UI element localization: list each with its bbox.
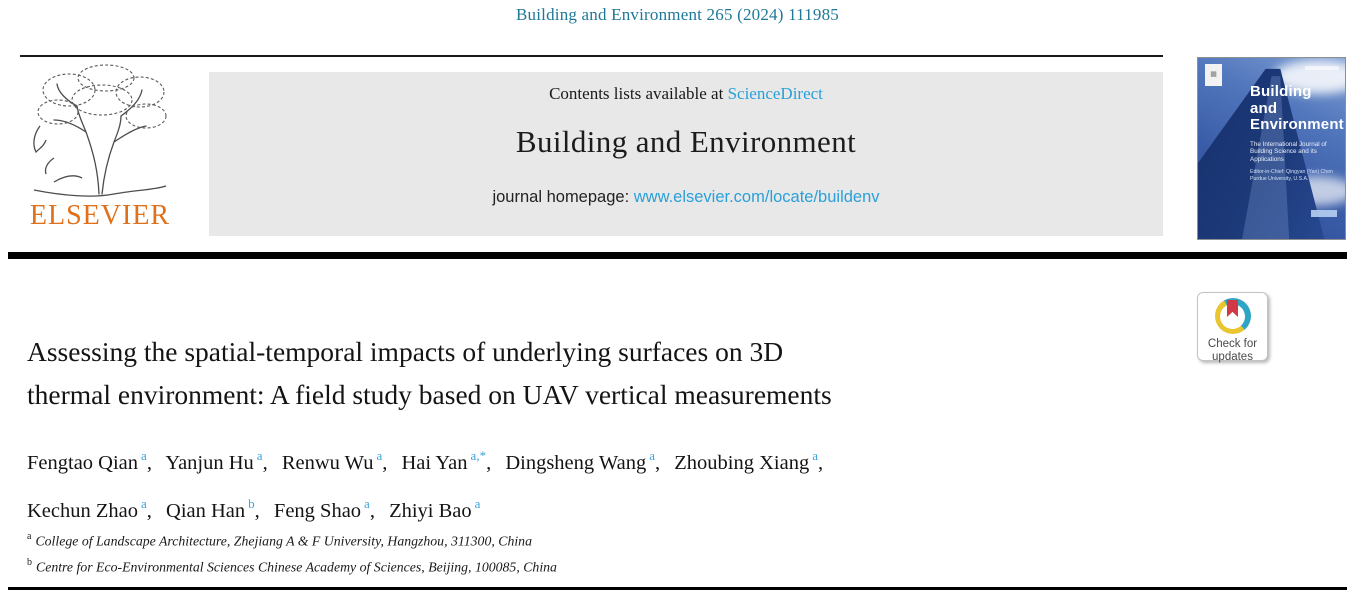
cover-text-block — [1250, 84, 1342, 182]
author-affiliation-mark: a — [649, 448, 655, 463]
author-affiliation-mark: a — [141, 448, 147, 463]
cover-barcode-label — [1311, 210, 1337, 217]
author[interactable]: Feng Shao $^a$, — [273, 495, 375, 522]
author[interactable]: Qian Han $^b$, — [166, 495, 260, 522]
masthead-bottom-rule — [8, 252, 1347, 259]
author-affiliation-mark: a,* — [470, 448, 487, 463]
author-affiliation-mark: a — [474, 495, 481, 511]
author-affiliation-mark: a — [812, 448, 818, 463]
affiliation-a: $^a$ College of Landscape Architecture, Zhejiang A & F University, Hangzhou, 311300, China — [27, 531, 532, 549]
cover-editor-info: Editor-in-Chief: Qingyan (Yan) Chen Purdue University, U.S.A. — [1250, 169, 1333, 182]
homepage-line — [209, 188, 1163, 207]
elsevier-tree-icon — [24, 62, 176, 204]
header-top-rule — [20, 55, 1163, 57]
article-title-line2: thermal environment: A field study based on UAV vertical measurements — [27, 379, 832, 410]
cover-issn-mark — [1305, 66, 1339, 70]
article-title-line1: Assessing the spatial-temporal impacts of underlying surfaces on 3D — [27, 336, 784, 367]
cover-subtitle: The International Journal of Building Science and its Applications — [1250, 140, 1327, 163]
affiliations — [27, 527, 1027, 579]
journal-title: Building and Environment — [515, 124, 857, 159]
elsevier-logo[interactable] — [16, 62, 184, 240]
elsevier-wordmark: ELSEVIER — [29, 200, 171, 231]
author-affiliation-mark: a — [256, 448, 263, 463]
article-title — [27, 330, 1167, 416]
crossmark-icon — [1215, 298, 1251, 334]
author[interactable]: Fengtao Qian $^a$, — [27, 448, 152, 474]
author[interactable]: Kechun Zhao $^a$, — [27, 495, 152, 522]
affiliation-b: $^b$ Centre for Eco-Environmental Sciences Chinese Academy of Sciences, Beijing, 100085, China — [27, 557, 557, 575]
author[interactable]: Zhiyi Bao $^a$ — [389, 495, 481, 522]
cover-elsevier-mini-logo: ▦ — [1205, 64, 1222, 86]
author-affiliation-mark: a — [364, 495, 370, 511]
homepage-link[interactable]: www.elsevier.com/locate/buildenv — [633, 188, 880, 206]
author[interactable]: Dingsheng Wang $^a$, — [505, 448, 661, 474]
author-affiliation-mark: a — [376, 448, 383, 463]
contents-line — [209, 72, 1163, 104]
author-corresponding[interactable]: Hai Yan $^{a,*}$, — [401, 448, 492, 474]
masthead-box — [209, 72, 1163, 236]
author-affiliation-mark: a — [141, 495, 147, 511]
journal-citation: Building and Environment 265 (2024) 111985 — [515, 5, 840, 24]
author[interactable]: Renwu Wu $^a$, — [281, 448, 388, 474]
page-bottom-rule — [8, 587, 1347, 590]
journal-cover-thumbnail[interactable] — [1197, 57, 1346, 240]
author[interactable]: Yanjun Hu $^a$, — [165, 448, 268, 474]
author-list — [27, 436, 1167, 532]
author-affiliation-mark: b — [248, 495, 255, 511]
check-for-updates-label: Check for updates — [1207, 338, 1258, 363]
cover-title: Building and Environment — [1250, 83, 1344, 133]
crossmark-bookmark-icon — [1227, 300, 1238, 317]
sciencedirect-link[interactable]: ScienceDirect — [727, 84, 823, 103]
author[interactable]: Zhoubing Xiang $^a$, — [674, 448, 824, 474]
check-for-updates-badge[interactable] — [1197, 292, 1268, 361]
contents-prefix: Contents lists available at — [549, 84, 728, 103]
homepage-prefix: journal homepage: — [492, 188, 634, 206]
